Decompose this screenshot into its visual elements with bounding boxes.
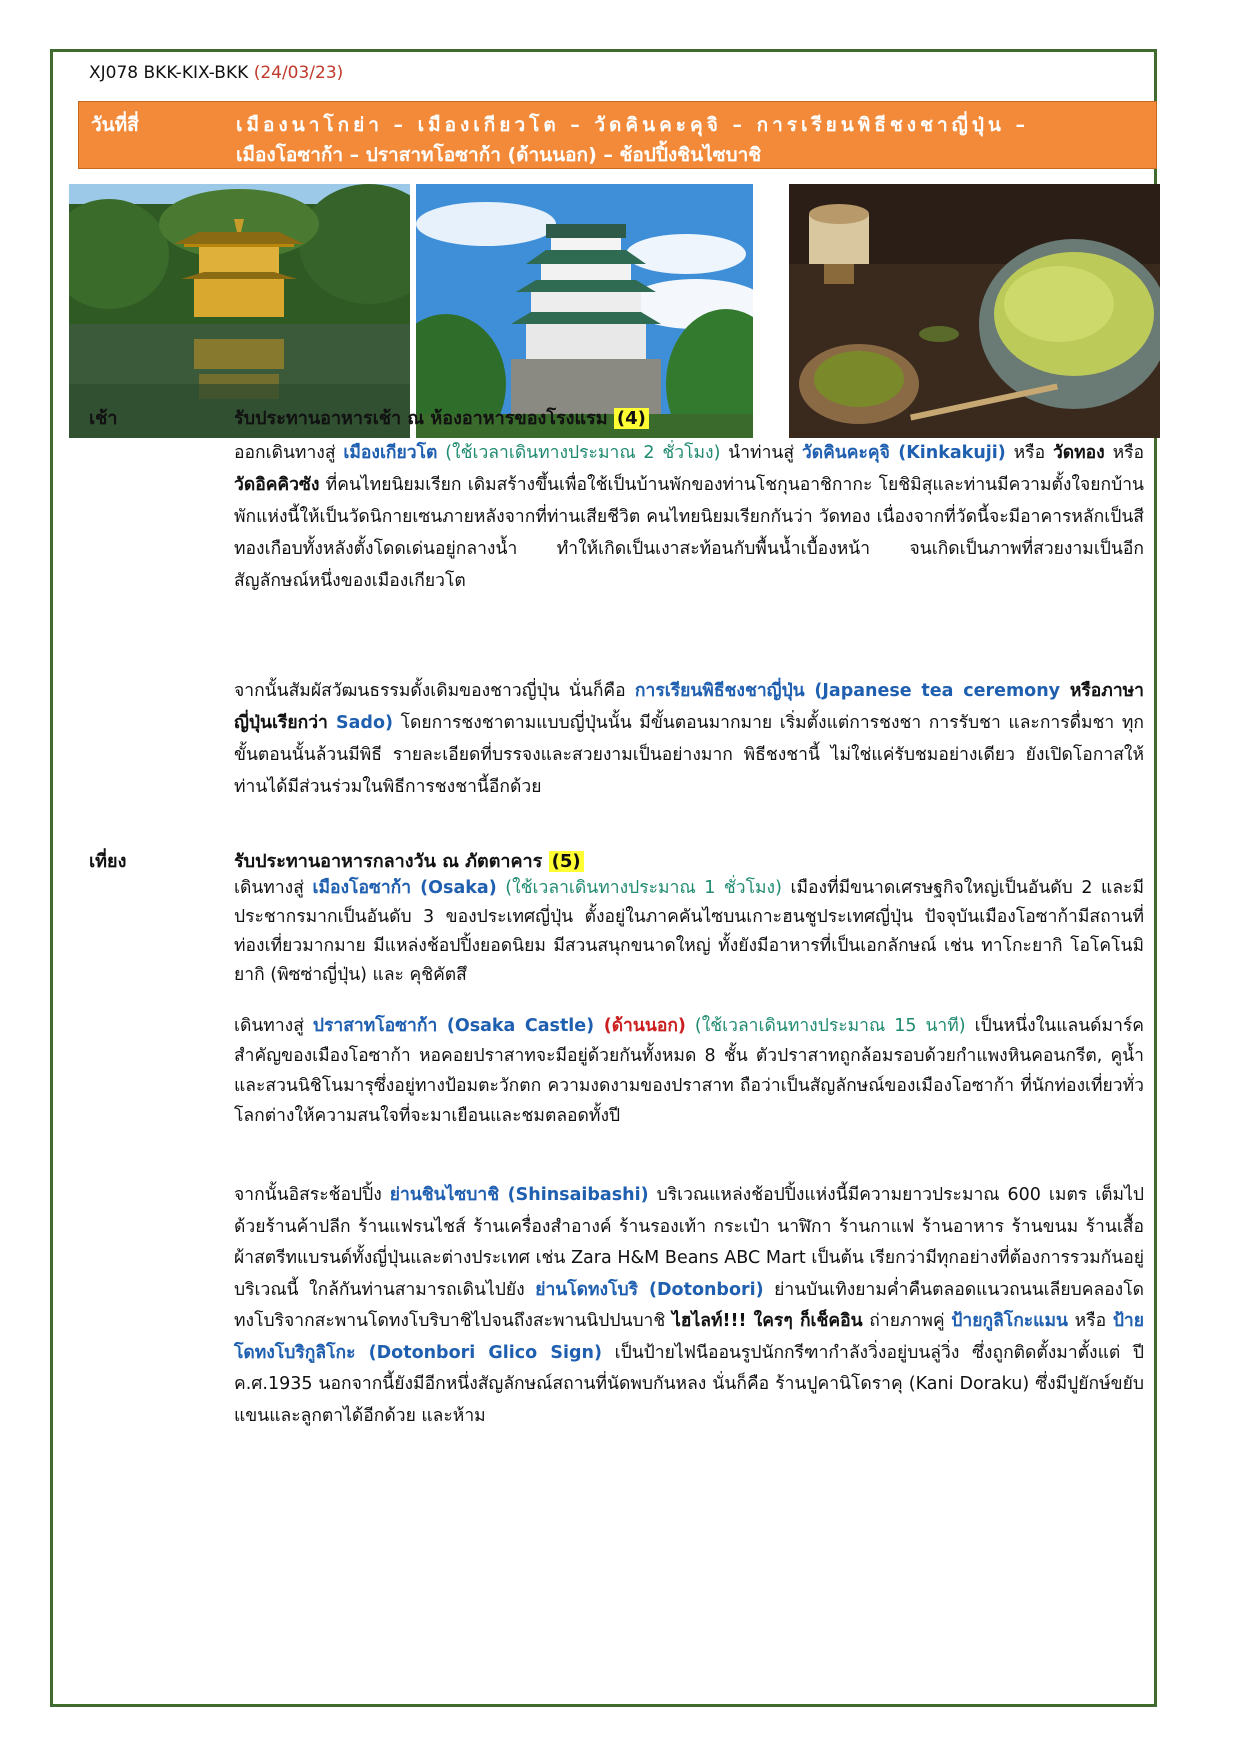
tea-ceremony-paragraph bbox=[234, 675, 1144, 803]
text: บริเวณแหล่งช้อปปิ้งแห่งนี้มีความยาวประมาณ 600 เมตร เต็มไปด้วยร้านค้าปลีก ร้านแฟรนไชส์ ร้านเครื่องสำอางค์ ร้านรองเท้า กระเป๋า นาฬิกา ร้านกาแฟ ร้านอาหาร ร้านขนม ร้านเสื้อผ้าสตรีทแบรนด์ทั้งญี่ปุ่นและต่างประเทศ เช่น Zara H&M Beans ABC Mart เป็นต้น เรียกว่ามีทุกอย่างที่ต้องการรวมกันอยู่บริเวณนี้ ใกล้กันท่านสามารถเดินไปยัง bbox=[234, 1185, 1144, 1300]
text: หรือ bbox=[1104, 443, 1145, 463]
text: เมืองที่มีขนาดเศรษฐกิจใหญ่เป็นอันดับ 2 และมีประชากรมากเป็นอันดับ 3 ของประเทศญี่ปุ่น ตั้งอยู่ในภาคคันไซบนเกาะฮนชูประเทศญี่ปุ่น ปัจจุบันเมืองโอซาก้ามีสถานที่ท่องเที่ยวมากมาย มีแหล่งช้อปปิ้งยอดนิยม มีสวนสนุกขนาดใหญ่ ทั้งยังมีอาหารที่เป็นเอกลักษณ์ เช่น ทาโกะยากิ โอโคโนมิยากิ (พิซซ่าญี่ปุ่น) และ คุชิคัตสึ bbox=[234, 878, 1144, 985]
noon-meal-text: รับประทานอาหารกลางวัน ณ ภัตตาคาร bbox=[234, 851, 543, 872]
tour-code-text: XJ078 BKK-KIX-BKK bbox=[89, 63, 249, 83]
glico-sign-highlight: ป้ายโดทงโบริกูลิโกะ (Dotonbori Glico Sign) bbox=[234, 1311, 1145, 1363]
text: ย่านบันเทิงยามค่ำคืนตลอดแนวถนนเลียบคลองโดทงโบริจากสะพานโดทงโบริบาชิไปจนถึงสะพานนิปปนบาชิ bbox=[234, 1279, 1144, 1331]
text: หรือภาษาญี่ปุ่นเรียกว่า bbox=[234, 681, 1145, 733]
gold-temple: วัดทอง bbox=[1052, 443, 1105, 463]
text: จากนั้นอิสระช้อปปิ้ง bbox=[234, 1185, 390, 1205]
text: จากนั้นสัมผัสวัฒนธรรมดั้งเดิมของชาวญี่ปุ่น นั่นก็คือ bbox=[234, 681, 635, 701]
text: ถ่ายภาพคู่ bbox=[862, 1311, 952, 1331]
morning-meal-text: รับประทานอาหารเช้า ณ ห้องอาหารของโรงแรม bbox=[234, 408, 608, 429]
kinkakuji-highlight: วัดคินคะคุจิ (Kinkakuji) bbox=[801, 443, 1006, 463]
travel-time: (ใช้เวลาเดินทางประมาณ 2 ชั่วโมง) bbox=[437, 443, 721, 463]
travel-time: (ใช้เวลาเดินทางประมาณ 1 ชั่วโมง) bbox=[496, 878, 782, 898]
osaka-castle-highlight: ปราสาทโอซาก้า (Osaka Castle) bbox=[312, 1016, 595, 1036]
text: โดยการชงชาตามแบบญี่ปุ่นนั้น มีขั้นตอนมากมาย เริ่มตั้งแต่การชงชา การรับชา และการดื่มชา ทุกขั้นตอนนั้นล้วนมีพิธี รายละเอียดที่บรรจงและสวยงามเป็นอย่างมาก พิธีชงชานี้ ไม่ใช่แค่รับชมอย่างเดียว ยังเปิดโอกาสให้ท่านได้มีส่วนร่วมในพิธีการชงชานี้อีกด้วย bbox=[234, 713, 1144, 797]
text: นำท่านสู่ bbox=[720, 443, 802, 463]
day-label: วันที่สี่ bbox=[91, 114, 139, 136]
noon-label: เที่ยง bbox=[89, 851, 127, 872]
kyoto-highlight: เมืองเกียวโต bbox=[343, 443, 438, 463]
osaka-castle-photo bbox=[416, 184, 753, 438]
osaka-paragraph bbox=[234, 874, 1144, 990]
text: เดินทางสู่ bbox=[234, 878, 313, 898]
text: เป็นหนึ่งในแลนด์มาร์คสำคัญของเมืองโอซาก้า หอคอยปราสาทจะมีอยู่ด้วยกันทั้งหมด 8 ชั้น ตัวปราสาทถูกล้อมรอบด้วยกำแพงหินคอนกรีต, คูน้ำ และสวนนิชิโนมารุซึ่งอยู่ทางป้อมตะวักตก ความงดงามของปราสาท ถือว่าเป็นสัญลักษณ์ของเมืองโอซาก้า ที่นักท่องเที่ยวทั่วโลกต่างให้ความสนใจที่จะมาเยือนและชมตลอดทั้งปี bbox=[234, 1016, 1145, 1126]
day-route-line2: เมืองโอซาก้า – ปราสาทโอซาก้า (ด้านนอก) – ช้อปปิ้งชินไซบาชิ bbox=[236, 144, 762, 166]
morning-label: เช้า bbox=[89, 408, 118, 429]
kinkakuji-paragraph bbox=[234, 437, 1144, 597]
text: หรือ bbox=[1005, 443, 1053, 463]
day-route-line1: เมืองนาโกย่า – เมืองเกียวโต – วัดคินคะคุจิ – การเรียนพิธีชงชาญี่ปุ่น – bbox=[236, 114, 1029, 136]
shinsaibashi-highlight: ย่านชินไซบาชิ (Shinsaibashi) bbox=[389, 1185, 649, 1205]
sado-highlight: Sado) bbox=[336, 713, 393, 733]
text: ที่คนไทยนิยมเรียก เดิมสร้างขึ้นเพื่อใช้เป็นบ้านพักของท่านโชกุนอาชิกากะ โยชิมิสุและท่านมีความตั้งใจยกบ้านพักแห่งนี้ให้เป็นวัดนิกายเซนภายหลังจากที่ท่านเสียชีวิต คนไทยนิยมเรียกกันว่า วัดทอง เนื่องจากที่วัดนี้จะมีอาคารหลักเป็นสีทองเกือบทั้งหลังตั้งโดดเด่นอยู่กลางน้ำ ทำให้เกิดเป็นเงาสะท้อนกับพื้นน้ำเบื้องหน้า จนเกิดเป็นภาพที่สวยงามเป็นอีกสัญลักษณ์หนึ่งของเมืองเกียวโต bbox=[234, 475, 1144, 591]
kinkakuji-photo bbox=[69, 184, 410, 438]
tea-ceremony-highlight: การเรียนพิธีชงชาญี่ปุ่น (Japanese tea ceremony bbox=[634, 681, 1061, 701]
matcha-photo bbox=[789, 184, 1160, 438]
tour-code bbox=[89, 63, 343, 83]
ikkyu-temple: วัดอิคคิวซัง bbox=[234, 475, 320, 495]
morning-meal bbox=[234, 403, 649, 432]
highlight-callout: ไฮไลท์!!! ใครๆ ก็เช็คอิน bbox=[671, 1311, 863, 1331]
osaka-highlight: เมืองโอซาก้า (Osaka) bbox=[312, 878, 497, 898]
osaka-castle-paragraph bbox=[234, 1011, 1144, 1131]
glico-man-highlight: ป้ายกูลิโกะแมน bbox=[951, 1311, 1068, 1331]
morning-meal-number: (4) bbox=[614, 408, 649, 429]
tour-date: (24/03/23) bbox=[253, 63, 344, 83]
noon-meal bbox=[234, 846, 584, 875]
text: เดินทางสู่ bbox=[234, 1016, 313, 1036]
text: เป็นป้ายไฟนีออนรูปนักกรีฑากำลังวิ่งอยู่บนลู่วิ่ง ซึ่งถูกติดตั้งมาตั้งแต่ ปี ค.ศ.1935 นอกจากนี้ยังมีอีกหนึ่งสัญลักษณ์สถานที่นัดพบกันหลง นั่นก็คือ ร้านปูคานิโดราคุ (Kani Doraku) ซึ่งมีปูยักษ์ขยับแขนและลูกตาได้อีกด้วย และห้าม bbox=[234, 1342, 1144, 1426]
shinsaibashi-paragraph bbox=[234, 1180, 1144, 1432]
text: หรือ bbox=[1067, 1311, 1113, 1331]
travel-time: (ใช้เวลาเดินทางประมาณ 15 นาที) bbox=[685, 1016, 966, 1036]
text: ออกเดินทางสู่ bbox=[234, 443, 344, 463]
noon-meal-number: (5) bbox=[549, 851, 584, 872]
outside-note: (ด้านนอก) bbox=[594, 1016, 686, 1036]
dotonbori-highlight: ย่านโดทงโบริ (Dotonbori) bbox=[535, 1279, 764, 1300]
day-banner bbox=[78, 101, 1157, 169]
